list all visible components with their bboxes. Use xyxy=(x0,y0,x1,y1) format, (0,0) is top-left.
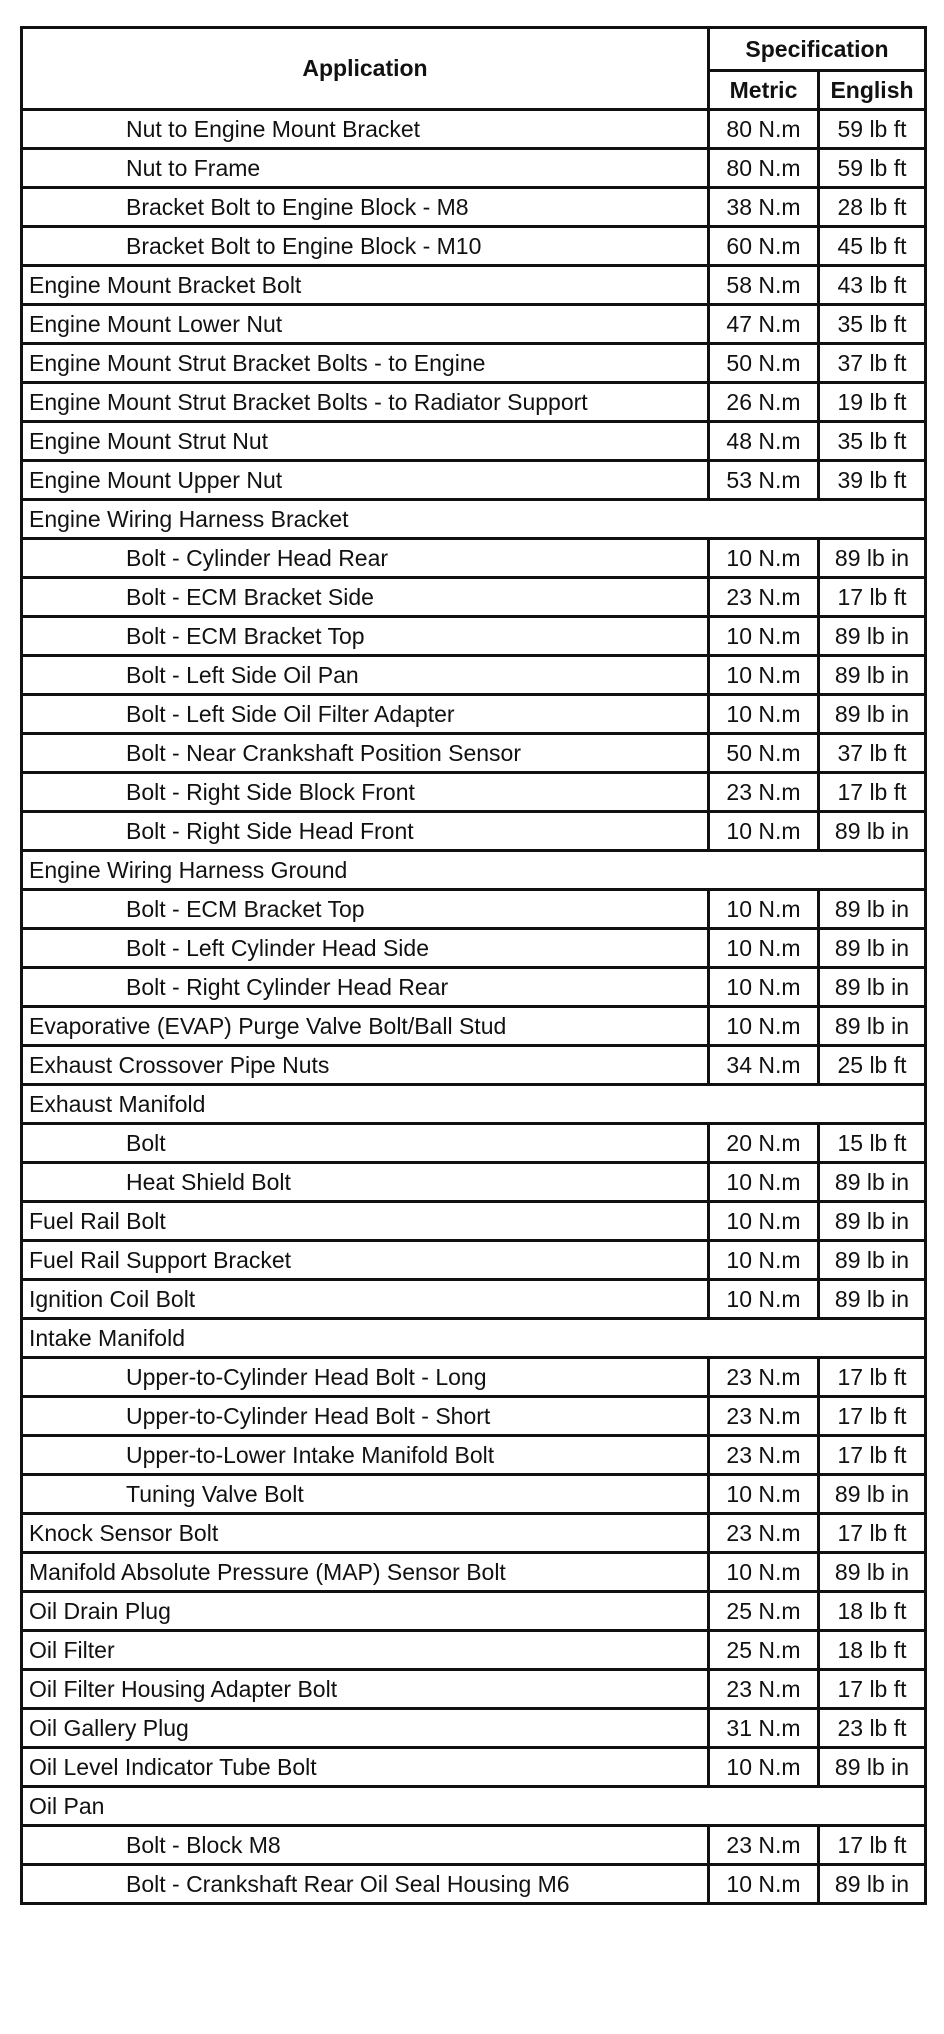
application-cell: Upper-to-Lower Intake Manifold Bolt xyxy=(22,1436,709,1475)
english-cell: 89 lb in xyxy=(819,1475,926,1514)
english-cell: 43 lb ft xyxy=(819,266,926,305)
application-cell: Bolt - Right Cylinder Head Rear xyxy=(22,968,709,1007)
english-cell: 17 lb ft xyxy=(819,773,926,812)
table-row xyxy=(22,695,926,734)
table-row xyxy=(22,1007,926,1046)
application-cell: Bracket Bolt to Engine Block - M8 xyxy=(22,188,709,227)
application-cell: Oil Filter Housing Adapter Bolt xyxy=(22,1670,709,1709)
metric-cell: 23 N.m xyxy=(709,773,819,812)
application-header: Application xyxy=(22,28,709,110)
application-cell: Oil Gallery Plug xyxy=(22,1709,709,1748)
table-row xyxy=(22,1241,926,1280)
metric-cell: 10 N.m xyxy=(709,1748,819,1787)
english-cell: 37 lb ft xyxy=(819,344,926,383)
metric-cell: 23 N.m xyxy=(709,1436,819,1475)
english-cell: 39 lb ft xyxy=(819,461,926,500)
application-cell: Nut to Frame xyxy=(22,149,709,188)
metric-cell: 50 N.m xyxy=(709,344,819,383)
metric-cell: 60 N.m xyxy=(709,227,819,266)
english-cell: 28 lb ft xyxy=(819,188,926,227)
table-row xyxy=(22,188,926,227)
table-row xyxy=(22,110,926,149)
english-cell: 25 lb ft xyxy=(819,1046,926,1085)
application-cell: Bolt - ECM Bracket Side xyxy=(22,578,709,617)
metric-cell: 53 N.m xyxy=(709,461,819,500)
table-row xyxy=(22,773,926,812)
application-cell: Engine Mount Strut Nut xyxy=(22,422,709,461)
application-cell: Evaporative (EVAP) Purge Valve Bolt/Ball Stud xyxy=(22,1007,709,1046)
application-cell: Oil Level Indicator Tube Bolt xyxy=(22,1748,709,1787)
table-row xyxy=(22,1514,926,1553)
english-cell: 18 lb ft xyxy=(819,1631,926,1670)
application-cell: Bolt - Right Side Head Front xyxy=(22,812,709,851)
metric-cell: 10 N.m xyxy=(709,1475,819,1514)
table-row xyxy=(22,890,926,929)
application-cell: Bolt - Block M8 xyxy=(22,1826,709,1865)
english-cell: 17 lb ft xyxy=(819,1514,926,1553)
table-row xyxy=(22,1358,926,1397)
table-row xyxy=(22,968,926,1007)
table-row xyxy=(22,1826,926,1865)
application-cell: Exhaust Crossover Pipe Nuts xyxy=(22,1046,709,1085)
table-row xyxy=(22,1709,926,1748)
metric-cell: 10 N.m xyxy=(709,617,819,656)
table-row xyxy=(22,1280,926,1319)
english-cell: 89 lb in xyxy=(819,1202,926,1241)
metric-cell: 10 N.m xyxy=(709,656,819,695)
english-cell: 15 lb ft xyxy=(819,1124,926,1163)
english-cell: 89 lb in xyxy=(819,929,926,968)
application-cell: Oil Filter xyxy=(22,1631,709,1670)
section-row xyxy=(22,1319,926,1358)
table-row xyxy=(22,383,926,422)
english-cell: 89 lb in xyxy=(819,1163,926,1202)
table-row xyxy=(22,578,926,617)
metric-cell: 10 N.m xyxy=(709,968,819,1007)
metric-cell: 25 N.m xyxy=(709,1592,819,1631)
metric-cell: 20 N.m xyxy=(709,1124,819,1163)
metric-cell: 10 N.m xyxy=(709,812,819,851)
metric-cell: 23 N.m xyxy=(709,578,819,617)
application-cell: Ignition Coil Bolt xyxy=(22,1280,709,1319)
metric-cell: 23 N.m xyxy=(709,1397,819,1436)
english-cell: 89 lb in xyxy=(819,1241,926,1280)
metric-cell: 10 N.m xyxy=(709,1553,819,1592)
application-cell: Engine Mount Lower Nut xyxy=(22,305,709,344)
english-cell: 19 lb ft xyxy=(819,383,926,422)
table-row xyxy=(22,812,926,851)
english-cell: 89 lb in xyxy=(819,1280,926,1319)
section-label: Engine Wiring Harness Bracket xyxy=(22,500,926,539)
application-cell: Oil Drain Plug xyxy=(22,1592,709,1631)
table-row xyxy=(22,344,926,383)
metric-cell: 10 N.m xyxy=(709,1241,819,1280)
section-label: Oil Pan xyxy=(22,1787,926,1826)
application-cell: Upper-to-Cylinder Head Bolt - Long xyxy=(22,1358,709,1397)
table-row xyxy=(22,1748,926,1787)
table-row xyxy=(22,227,926,266)
english-cell: 89 lb in xyxy=(819,812,926,851)
metric-cell: 23 N.m xyxy=(709,1358,819,1397)
metric-cell: 26 N.m xyxy=(709,383,819,422)
application-cell: Engine Mount Upper Nut xyxy=(22,461,709,500)
table-row xyxy=(22,539,926,578)
english-cell: 37 lb ft xyxy=(819,734,926,773)
application-cell: Bolt - Left Side Oil Filter Adapter xyxy=(22,695,709,734)
application-cell: Fuel Rail Support Bracket xyxy=(22,1241,709,1280)
metric-cell: 10 N.m xyxy=(709,1280,819,1319)
english-cell: 18 lb ft xyxy=(819,1592,926,1631)
section-row xyxy=(22,851,926,890)
application-cell: Bolt - Crankshaft Rear Oil Seal Housing M6 xyxy=(22,1865,709,1904)
table-header xyxy=(22,28,926,110)
english-cell: 89 lb in xyxy=(819,1865,926,1904)
metric-cell: 47 N.m xyxy=(709,305,819,344)
table-row xyxy=(22,461,926,500)
table-row xyxy=(22,1046,926,1085)
application-cell: Knock Sensor Bolt xyxy=(22,1514,709,1553)
metric-cell: 50 N.m xyxy=(709,734,819,773)
metric-cell: 10 N.m xyxy=(709,539,819,578)
table-row xyxy=(22,1670,926,1709)
application-cell: Engine Mount Strut Bracket Bolts - to Radiator Support xyxy=(22,383,709,422)
application-cell: Engine Mount Bracket Bolt xyxy=(22,266,709,305)
table-row xyxy=(22,422,926,461)
english-cell: 89 lb in xyxy=(819,695,926,734)
application-cell: Bolt - ECM Bracket Top xyxy=(22,617,709,656)
torque-spec-table xyxy=(20,26,927,1905)
metric-cell: 10 N.m xyxy=(709,890,819,929)
metric-cell: 38 N.m xyxy=(709,188,819,227)
metric-cell: 31 N.m xyxy=(709,1709,819,1748)
table-body xyxy=(22,110,926,1904)
table-row xyxy=(22,734,926,773)
metric-header: Metric xyxy=(709,71,819,110)
application-cell: Bolt - Right Side Block Front xyxy=(22,773,709,812)
application-cell: Bolt xyxy=(22,1124,709,1163)
english-cell: 23 lb ft xyxy=(819,1709,926,1748)
metric-cell: 23 N.m xyxy=(709,1514,819,1553)
table-row xyxy=(22,266,926,305)
application-cell: Manifold Absolute Pressure (MAP) Sensor Bolt xyxy=(22,1553,709,1592)
section-label: Intake Manifold xyxy=(22,1319,926,1358)
english-cell: 17 lb ft xyxy=(819,1397,926,1436)
application-cell: Nut to Engine Mount Bracket xyxy=(22,110,709,149)
english-cell: 17 lb ft xyxy=(819,1436,926,1475)
english-cell: 35 lb ft xyxy=(819,305,926,344)
english-cell: 17 lb ft xyxy=(819,578,926,617)
english-cell: 89 lb in xyxy=(819,1748,926,1787)
table-row xyxy=(22,656,926,695)
header-row-top xyxy=(22,28,926,71)
section-row xyxy=(22,1787,926,1826)
application-cell: Upper-to-Cylinder Head Bolt - Short xyxy=(22,1397,709,1436)
english-cell: 59 lb ft xyxy=(819,149,926,188)
metric-cell: 80 N.m xyxy=(709,110,819,149)
metric-cell: 10 N.m xyxy=(709,695,819,734)
table-row xyxy=(22,305,926,344)
table-row xyxy=(22,1397,926,1436)
english-cell: 89 lb in xyxy=(819,617,926,656)
table-row xyxy=(22,929,926,968)
english-cell: 89 lb in xyxy=(819,890,926,929)
section-row xyxy=(22,500,926,539)
metric-cell: 10 N.m xyxy=(709,929,819,968)
table-row xyxy=(22,1163,926,1202)
english-cell: 59 lb ft xyxy=(819,110,926,149)
table-row xyxy=(22,149,926,188)
table-row xyxy=(22,617,926,656)
specification-header: Specification xyxy=(709,28,926,71)
english-cell: 17 lb ft xyxy=(819,1826,926,1865)
application-cell: Heat Shield Bolt xyxy=(22,1163,709,1202)
table-row xyxy=(22,1553,926,1592)
table-row xyxy=(22,1436,926,1475)
metric-cell: 10 N.m xyxy=(709,1007,819,1046)
section-row xyxy=(22,1085,926,1124)
table-row xyxy=(22,1592,926,1631)
table-row xyxy=(22,1631,926,1670)
section-label: Exhaust Manifold xyxy=(22,1085,926,1124)
english-header: English xyxy=(819,71,926,110)
english-cell: 17 lb ft xyxy=(819,1358,926,1397)
metric-cell: 10 N.m xyxy=(709,1202,819,1241)
application-cell: Fuel Rail Bolt xyxy=(22,1202,709,1241)
table-row xyxy=(22,1475,926,1514)
english-cell: 89 lb in xyxy=(819,968,926,1007)
application-cell: Bracket Bolt to Engine Block - M10 xyxy=(22,227,709,266)
section-label: Engine Wiring Harness Ground xyxy=(22,851,926,890)
metric-cell: 25 N.m xyxy=(709,1631,819,1670)
metric-cell: 23 N.m xyxy=(709,1670,819,1709)
english-cell: 89 lb in xyxy=(819,539,926,578)
application-cell: Bolt - Near Crankshaft Position Sensor xyxy=(22,734,709,773)
metric-cell: 10 N.m xyxy=(709,1163,819,1202)
application-cell: Bolt - Cylinder Head Rear xyxy=(22,539,709,578)
metric-cell: 23 N.m xyxy=(709,1826,819,1865)
application-cell: Tuning Valve Bolt xyxy=(22,1475,709,1514)
table-row xyxy=(22,1202,926,1241)
metric-cell: 48 N.m xyxy=(709,422,819,461)
english-cell: 45 lb ft xyxy=(819,227,926,266)
english-cell: 35 lb ft xyxy=(819,422,926,461)
metric-cell: 10 N.m xyxy=(709,1865,819,1904)
metric-cell: 58 N.m xyxy=(709,266,819,305)
table-row xyxy=(22,1124,926,1163)
metric-cell: 80 N.m xyxy=(709,149,819,188)
application-cell: Engine Mount Strut Bracket Bolts - to Engine xyxy=(22,344,709,383)
application-cell: Bolt - Left Cylinder Head Side xyxy=(22,929,709,968)
application-cell: Bolt - ECM Bracket Top xyxy=(22,890,709,929)
table-row xyxy=(22,1865,926,1904)
english-cell: 89 lb in xyxy=(819,656,926,695)
english-cell: 89 lb in xyxy=(819,1553,926,1592)
metric-cell: 34 N.m xyxy=(709,1046,819,1085)
english-cell: 89 lb in xyxy=(819,1007,926,1046)
english-cell: 17 lb ft xyxy=(819,1670,926,1709)
application-cell: Bolt - Left Side Oil Pan xyxy=(22,656,709,695)
